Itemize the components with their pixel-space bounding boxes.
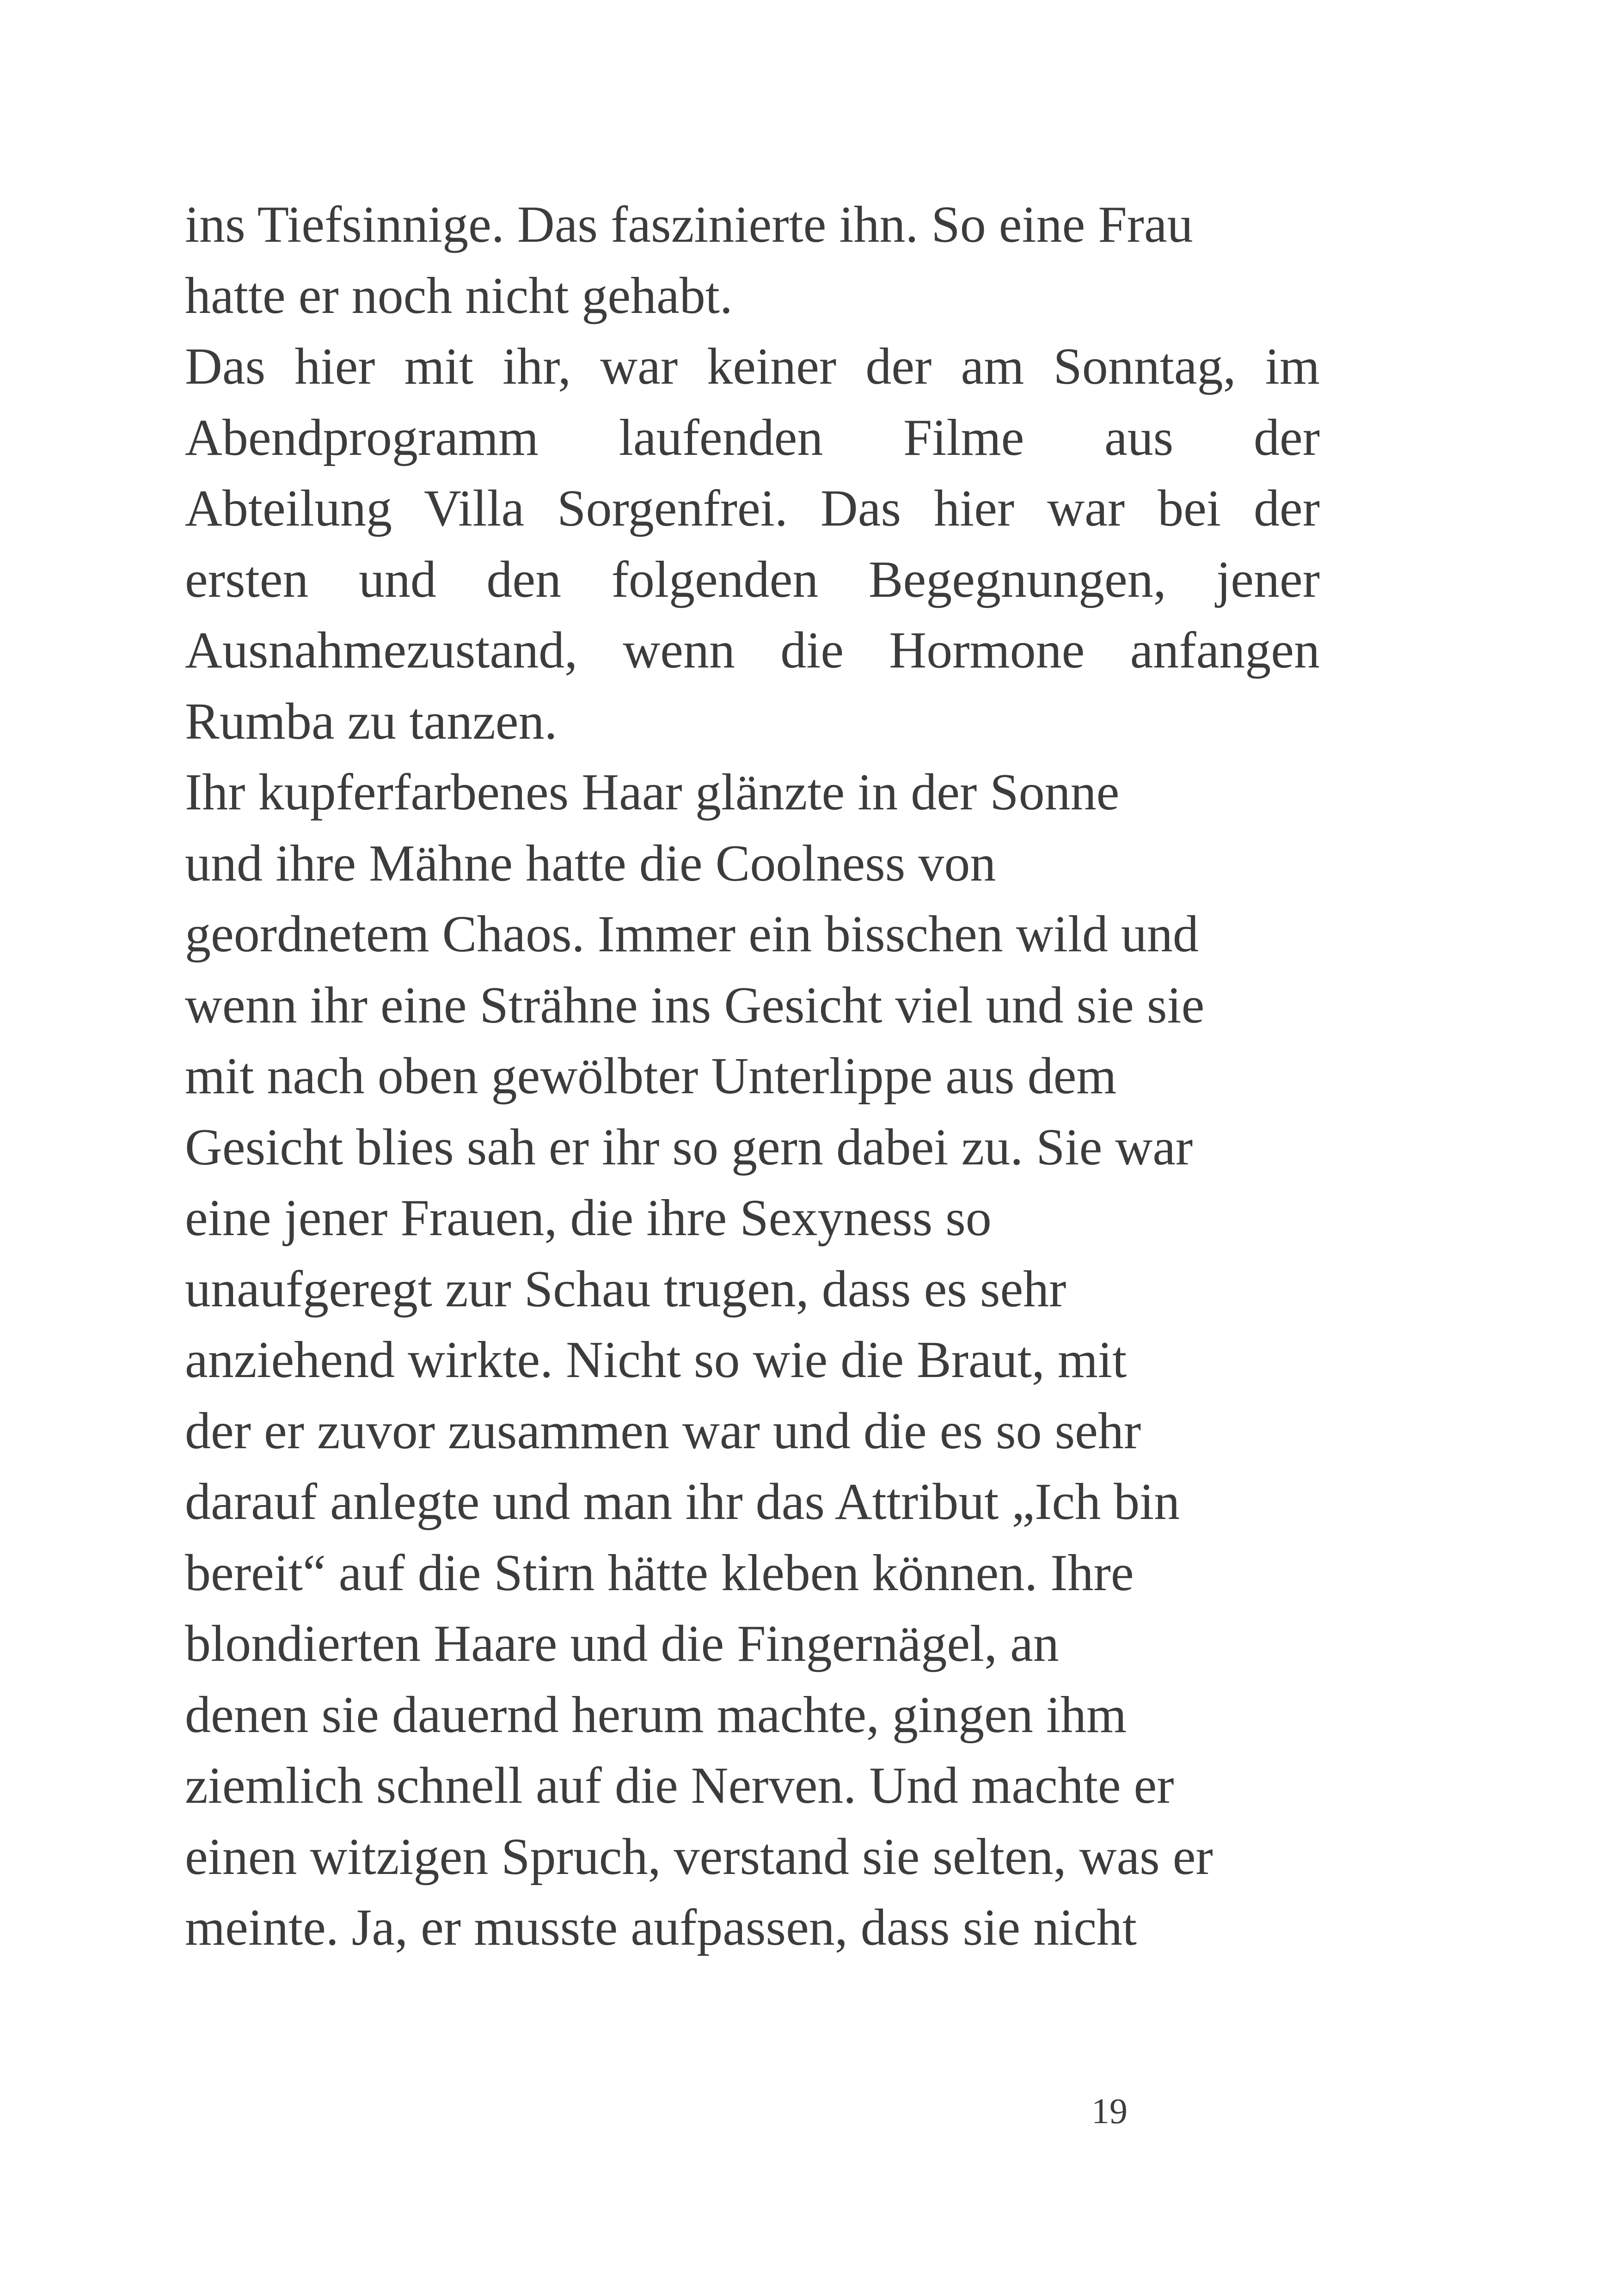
text-line: hatte er noch nicht gehabt. [185,267,733,325]
text-line: und ihre Mähne hatte die Coolness von [185,834,996,892]
text-line: darauf anlegte und man ihr das Attribut „Ich bin [185,1473,1180,1531]
text-line: blondierten Haare und die Fingernägel, an [185,1615,1059,1672]
text-line: geordnetem Chaos. Immer ein bisschen wild und [185,906,1199,963]
text-line: anziehend wirkte. Nicht so wie die Braut, mit [185,1331,1127,1389]
text-line: Ihr kupferfarbenes Haar glänzte in der Sonne [185,764,1120,821]
text-line: eine jener Frauen, die ihre Sexyness so [185,1189,992,1247]
text-line: denen sie dauernd herum machte, gingen ihm [185,1686,1127,1744]
body-text [185,190,1320,1964]
text-line: ziemlich schnell auf die Nerven. Und machte er [185,1757,1174,1814]
text-line: Abendprogramm laufenden Filme aus der [185,409,1320,466]
text-line: mit nach oben gewölbter Unterlippe aus dem [185,1047,1117,1105]
text-line: unaufgeregt zur Schau trugen, dass es sehr [185,1260,1066,1318]
text-line: Rumba zu tanzen. [185,692,558,750]
text-line: einen witzigen Spruch, verstand sie selten, was er [185,1828,1213,1886]
text-line: ersten und den folgenden Begegnungen, jener [185,551,1320,608]
text-line: bereit“ auf die Stirn hätte kleben können. Ihre [185,1544,1134,1602]
text-line: Ausnahmezustand, wenn die Hormone anfangen [185,622,1320,679]
text-line: wenn ihr eine Strähne ins Gesicht viel und sie sie [185,976,1205,1034]
text-line: Das hier mit ihr, war keiner der am Sonntag, im [185,338,1320,395]
text-line: ins Tiefsinnige. Das faszinierte ihn. So eine Frau [185,196,1193,253]
text-line: Abteilung Villa Sorgenfrei. Das hier war bei der [185,480,1320,537]
text-line: meinte. Ja, er musste aufpassen, dass sie nicht [185,1899,1137,1956]
page-number: 19 [1091,2091,1128,2131]
text-line: Gesicht blies sah er ihr so gern dabei zu. Sie war [185,1118,1193,1176]
text-line: der er zuvor zusammen war und die es so sehr [185,1402,1141,1460]
